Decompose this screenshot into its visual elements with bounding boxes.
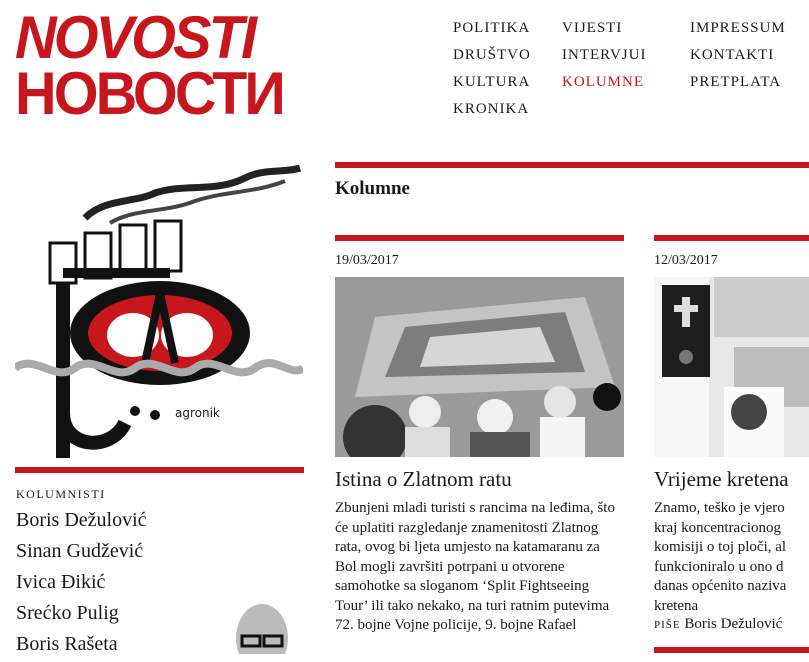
nav-link-kronika[interactable]: KRONIKA xyxy=(453,101,530,117)
article-card[interactable] xyxy=(335,235,624,636)
nav-column-1 xyxy=(453,18,531,126)
article-card[interactable] xyxy=(654,235,809,633)
artist-signature: agronik xyxy=(175,406,220,420)
column-illustration xyxy=(15,163,303,458)
columnist-link[interactable]: Sinan Gudžević xyxy=(16,540,144,562)
logo-latin: NOVOSTI xyxy=(15,4,255,71)
article-image[interactable] xyxy=(335,277,624,457)
author-name[interactable]: Boris Dežulović xyxy=(684,616,783,632)
logo-cyrillic: НОВОСТИ xyxy=(15,60,283,127)
nav-link-kolumne[interactable]: KOLUMNE xyxy=(562,74,644,90)
card-bottom-divider xyxy=(654,647,809,653)
article-date: 19/03/2017 xyxy=(335,253,399,268)
site-logo[interactable] xyxy=(15,4,283,127)
excerpt-line: kretena xyxy=(654,597,699,614)
columnist-link[interactable]: Boris Dežulović xyxy=(16,509,147,531)
article-date: 12/03/2017 xyxy=(654,253,718,268)
article-title[interactable]: Istina o Zlatnom ratu xyxy=(335,467,512,491)
columnist-portrait[interactable] xyxy=(220,598,304,654)
nav-link-impressum[interactable]: IMPRESSUM xyxy=(690,20,786,36)
article-image[interactable] xyxy=(654,277,809,457)
section-title: Kolumne xyxy=(335,178,410,199)
columnist-link[interactable]: Boris Rašeta xyxy=(16,633,118,655)
nav-link-drustvo[interactable]: DRUŠTVO xyxy=(453,47,531,63)
nav-link-pretplata[interactable]: PRETPLATA xyxy=(690,74,782,90)
nav-column-2 xyxy=(562,18,646,99)
excerpt-line: funkcioniralo u ono d xyxy=(654,558,784,575)
card-divider xyxy=(654,235,809,241)
article-author xyxy=(654,616,809,633)
excerpt-line: Znamo, teško je vjero xyxy=(654,500,785,516)
section-divider xyxy=(335,162,809,168)
nav-link-intervjui[interactable]: INTERVJUI xyxy=(562,47,647,63)
nav-column-3 xyxy=(690,18,786,99)
sidebar-divider xyxy=(15,467,304,473)
excerpt-line: kraj koncentracionog xyxy=(654,519,782,536)
columnists-list xyxy=(16,507,147,662)
columnist-link[interactable]: Ivica Đikić xyxy=(16,571,106,593)
nav-link-politika[interactable]: POLITIKA xyxy=(453,20,531,36)
nav-link-vijesti[interactable]: VIJESTI xyxy=(562,20,623,36)
article-excerpt: Zbunjeni mladi turisti s rancima na leđima, što će uplatiti razgledanje znamenitosti Zlatnog rata, ovog bi ljeta umjesto na katamaranu za Bol mogli završiti potrpani u otvorene samohotke sa sloganom ‘Split Fightseeing Tour’ ili tako nekako, na turi ratnim putevima 72. bojne Vojne policije, 9. bojne Rafael xyxy=(335,500,615,633)
columnists-heading: KOLUMNISTI xyxy=(16,487,106,501)
article-excerpt xyxy=(654,499,809,616)
author-prefix: PIŠE xyxy=(654,619,681,631)
excerpt-line: danas općenito naziva xyxy=(654,578,787,594)
columnist-link[interactable]: Srećko Pulig xyxy=(16,602,119,624)
nav-link-kultura[interactable]: KULTURA xyxy=(453,74,531,90)
nav-link-kontakti[interactable]: KONTAKTI xyxy=(690,47,775,63)
card-divider xyxy=(335,235,624,241)
article-title[interactable]: Vrijeme kretena xyxy=(654,467,789,491)
excerpt-line: komisiji o toj ploči, al xyxy=(654,539,787,555)
